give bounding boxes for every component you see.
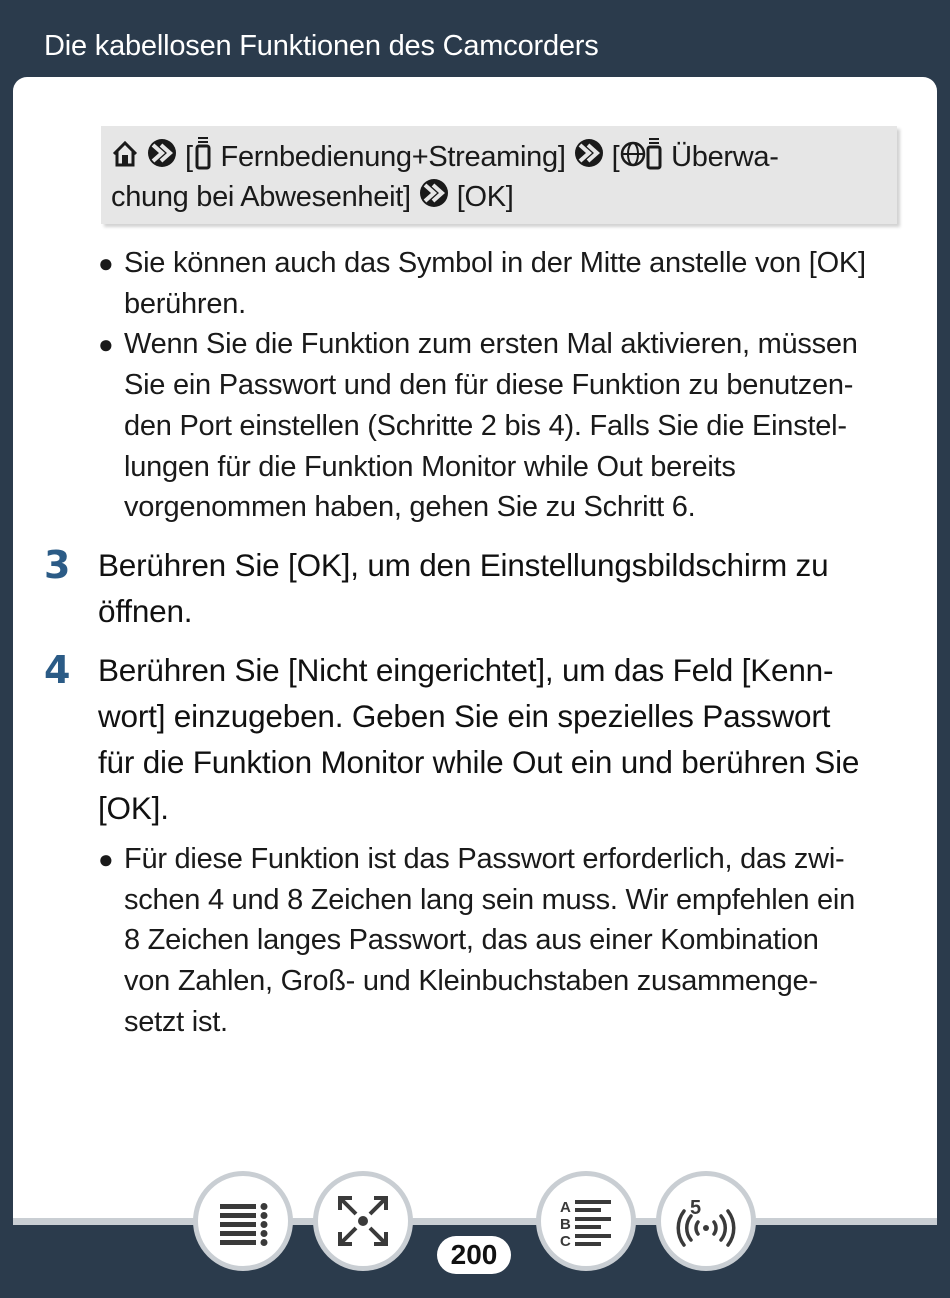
bullet-line: Wenn Sie die Funktion zum ersten Mal aktivieren, müssen xyxy=(124,328,858,361)
step-text xyxy=(98,647,914,831)
bullet-line: den Port einstellen (Schritte 2 bis 4). Falls Sie die Einstel- xyxy=(124,409,847,442)
index-button[interactable] xyxy=(536,1171,636,1271)
bullet-item xyxy=(98,839,908,1043)
bracket-open: [ xyxy=(611,141,620,174)
menu-item-remote-streaming: Fernbedienung+Streaming] xyxy=(220,141,566,174)
step-3 xyxy=(44,542,914,634)
expand-icon xyxy=(318,1176,408,1266)
index-icon xyxy=(541,1176,631,1266)
step-number: 4 xyxy=(44,648,71,692)
bullet-item xyxy=(98,324,908,528)
bullet-line: Für diese Funktion ist das Passwort erforderlich, das zwi- xyxy=(124,843,845,875)
camcorder-phone-icon xyxy=(193,136,213,181)
page-header-title: Die kabellosen Funktionen des Camcorders xyxy=(44,30,599,62)
expand-button[interactable] xyxy=(313,1171,413,1271)
step-number: 3 xyxy=(44,543,71,587)
bullet-line: Sie ein Passwort und den für diese Funktion zu benutzen- xyxy=(124,369,854,402)
bullet-dot: ● xyxy=(98,248,114,278)
bullet-dot: ● xyxy=(98,329,114,360)
menu-item-ok: [OK] xyxy=(456,181,514,213)
step-line: Berühren Sie [OK], um den Einstellungsbildschirm zu xyxy=(98,547,829,583)
bullet-item xyxy=(98,243,908,324)
bullet-line: vorgenommen haben, gehen Sie zu Schritt 6. xyxy=(124,491,696,524)
bracket-open: [ xyxy=(185,141,193,174)
bullet-line: Sie können auch das Symbol in der Mitte anstelle von [OK] xyxy=(124,247,866,279)
home-icon xyxy=(111,139,139,179)
svg-text:A: A xyxy=(560,1199,571,1216)
arrow-icon xyxy=(572,138,606,179)
menu-item-monitor-away: Überwa- xyxy=(671,141,779,174)
svg-text:C: C xyxy=(560,1233,571,1250)
svg-text:B: B xyxy=(560,1216,571,1233)
wireless-icon xyxy=(661,1176,751,1266)
table-of-contents-icon xyxy=(198,1176,288,1266)
bullet-line: setzt ist. xyxy=(124,1005,228,1038)
step-text xyxy=(98,542,914,634)
table-of-contents-button[interactable] xyxy=(193,1171,293,1271)
menu-item-monitor-away-cont: chung bei Abwesenheit] xyxy=(111,181,411,213)
bullet-line: schen 4 und 8 Zeichen lang sein muss. Wir empfehlen ein xyxy=(124,883,855,916)
step-line: [OK]. xyxy=(98,790,169,826)
step-line: öffnen. xyxy=(98,593,193,629)
footer-divider xyxy=(13,1218,937,1225)
arrow-icon xyxy=(145,138,179,179)
wireless-button[interactable] xyxy=(656,1171,756,1271)
page-number: 200 xyxy=(437,1236,511,1274)
step-line: für die Funktion Monitor while Out ein und berühren Sie xyxy=(98,744,860,780)
bullet-line: 8 Zeichen langes Passwort, das aus einer Kombination xyxy=(124,924,819,957)
bullet-line: von Zahlen, Groß- und Kleinbuchstaben zusammenge- xyxy=(124,965,818,998)
menu-path-line-1 xyxy=(111,136,779,176)
bullet-dot: ● xyxy=(98,844,114,874)
menu-path-box xyxy=(101,126,897,224)
svg-text:5: 5 xyxy=(690,1197,702,1219)
globe-phone-icon xyxy=(619,136,663,181)
step-4 xyxy=(44,647,914,831)
arrow-icon xyxy=(417,178,451,219)
step-line: Berühren Sie [Nicht eingerichtet], um das Feld [Kenn- xyxy=(98,652,834,688)
bullet-list-bottom xyxy=(98,839,908,1043)
bullet-list-top xyxy=(98,243,908,528)
step-line: wort] einzugeben. Geben Sie ein spezielles Passwort xyxy=(98,698,831,734)
bullet-line: lungen für die Funktion Monitor while Out bereits xyxy=(124,450,736,483)
bullet-line: berühren. xyxy=(124,287,246,320)
menu-path-line-2 xyxy=(111,177,514,217)
